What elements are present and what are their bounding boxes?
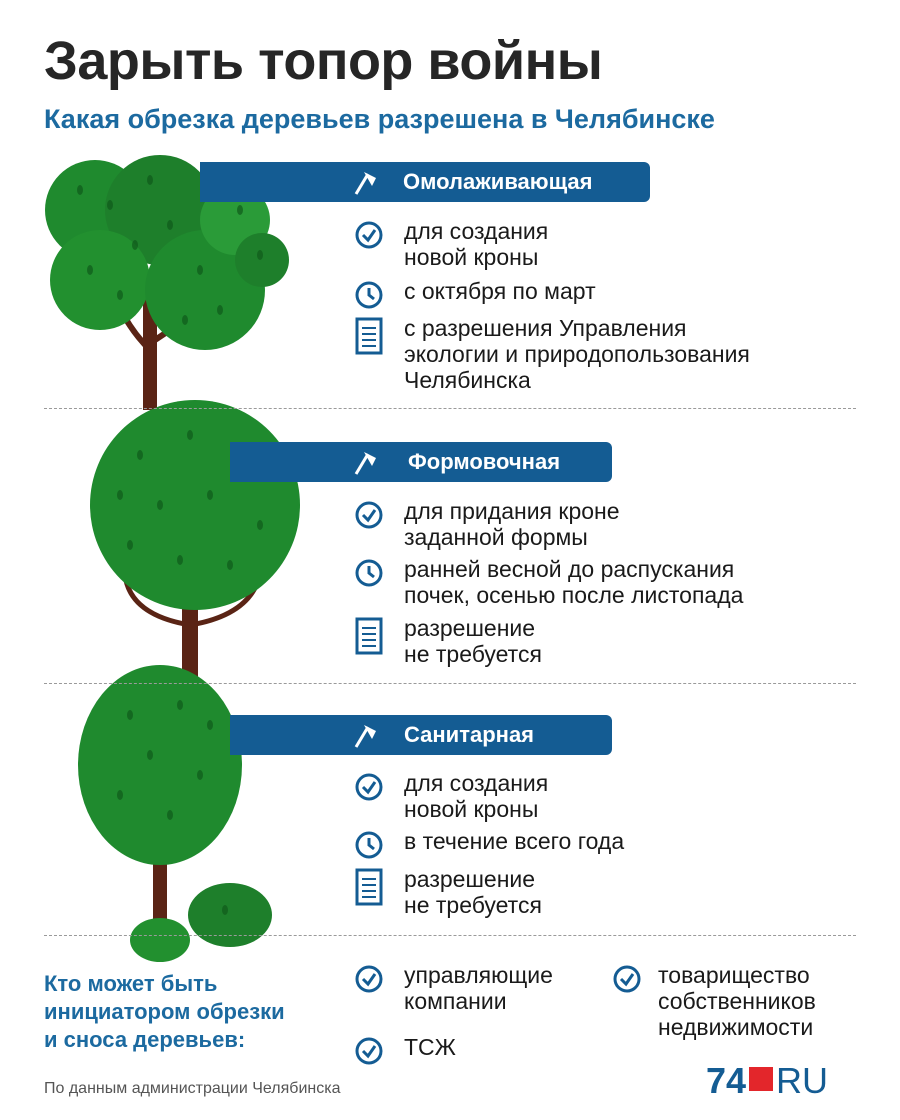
item-text: для создания новой кроны xyxy=(404,218,549,270)
document-icon xyxy=(354,317,384,360)
logo-num: 74 xyxy=(706,1060,747,1101)
item-text: в течение всего года xyxy=(404,828,625,854)
item-text: ранней весной до распускания почек, осенью после листопада xyxy=(404,556,744,608)
document-icon xyxy=(354,868,384,911)
section-title: Омолаживающая xyxy=(403,169,593,194)
item-text: разрешение не требуется xyxy=(404,615,542,667)
clock-icon xyxy=(354,280,384,315)
document-icon xyxy=(354,617,384,660)
item-text: для создания новой кроны xyxy=(404,770,549,822)
tree-illustration-3 xyxy=(0,665,300,970)
section-divider xyxy=(44,408,856,409)
axe-icon xyxy=(350,168,380,201)
initiator-label: Кто может быть инициатором обрезки и сноса деревьев: xyxy=(44,971,285,1052)
logo-74ru xyxy=(706,1060,828,1100)
source-note: По данным администрации Челябинска xyxy=(44,1080,341,1097)
page-title: Зарыть топор войны xyxy=(44,31,603,91)
item-text: с разрешения Управления экологии и природопользования Челябинска xyxy=(404,315,750,393)
clock-icon xyxy=(354,558,384,593)
axe-icon xyxy=(350,721,380,754)
item-text: разрешение не требуется xyxy=(404,866,542,918)
section-title: Санитарная xyxy=(404,722,535,747)
section-divider xyxy=(44,683,856,684)
check-circle-icon xyxy=(612,964,642,999)
tree-illustration-2 xyxy=(0,395,310,685)
check-circle-icon xyxy=(354,500,384,535)
section-banner-sanitarnaya xyxy=(230,715,612,755)
section-title: Формовочная xyxy=(408,449,561,474)
check-circle-icon xyxy=(354,964,384,999)
axe-icon xyxy=(350,448,380,481)
clock-icon xyxy=(354,830,384,865)
logo-square xyxy=(749,1067,773,1091)
check-circle-icon xyxy=(354,220,384,255)
check-circle-icon xyxy=(354,772,384,807)
page-subtitle: Какая обрезка деревьев разрешена в Челябинске xyxy=(44,104,715,134)
check-circle-icon xyxy=(354,1036,384,1071)
item-text: товарищество собственников недвижимости xyxy=(658,962,816,1040)
section-banner-omolazhivayushchaya xyxy=(200,162,650,202)
item-text: с октября по март xyxy=(404,278,596,304)
item-text: управляющие компании xyxy=(404,962,553,1014)
logo-ru: RU xyxy=(776,1060,829,1101)
item-text: ТСЖ xyxy=(404,1034,456,1060)
section-banner-formovochnaya xyxy=(230,442,612,482)
section-divider xyxy=(44,935,856,936)
item-text: для придания кроне заданной формы xyxy=(404,498,620,550)
